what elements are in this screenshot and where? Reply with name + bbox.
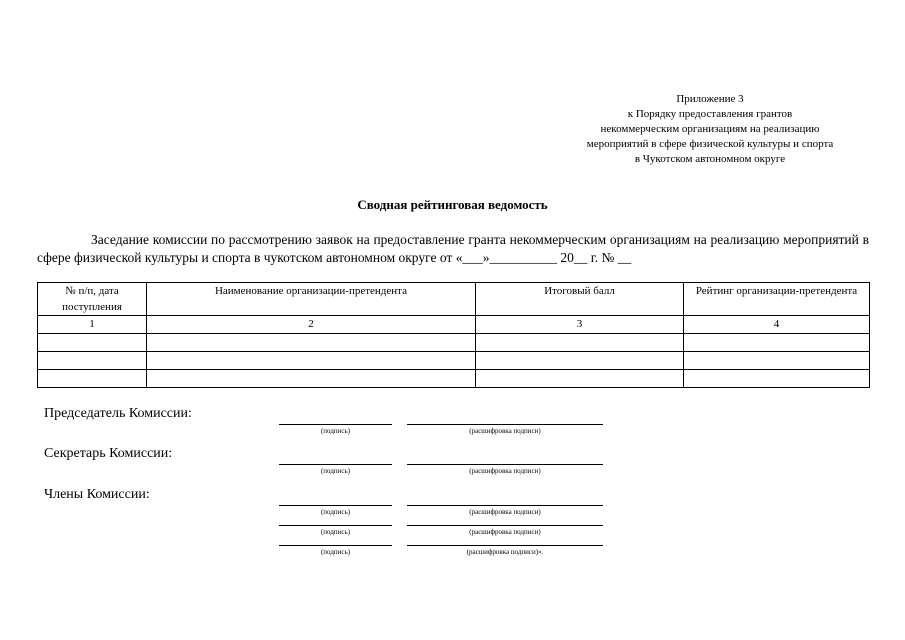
appendix-line: некоммерческим организациям на реализацию: [600, 123, 820, 135]
table-row: [38, 334, 870, 352]
table-cell: [684, 352, 870, 370]
table-cell: [38, 352, 147, 370]
column-number: 2: [147, 316, 476, 334]
column-number: 1: [38, 316, 147, 334]
table-cell: [476, 370, 684, 388]
chairman-label: Председатель Комиссии:: [44, 406, 192, 421]
member-signature-line: [279, 505, 392, 506]
document-title: Сводная рейтинговая ведомость: [357, 197, 548, 212]
table-cell: [476, 334, 684, 352]
table-row: [38, 370, 870, 388]
member-decode-line: [407, 505, 603, 506]
decode-caption: (расшифровка подписи)».: [466, 548, 544, 556]
table-number-row: [38, 316, 870, 334]
intro-paragraph: Заседание комиссии по рассмотрению заявок на предоставление гранта некоммерческим организациям на реализацию мероприятий в сфере физической культуры и спорта в чукотском автономном округе от «___»__________ 20__ г. № __: [37, 232, 869, 265]
member-decode-line: [407, 525, 603, 526]
signature-caption: (подпись): [320, 467, 351, 475]
signature-caption: (подпись): [320, 548, 351, 556]
column-number: 4: [684, 316, 870, 334]
appendix-line: к Порядку предоставления грантов: [627, 108, 793, 120]
table-cell: [147, 334, 476, 352]
table-cell: [38, 370, 147, 388]
table-cell: [147, 352, 476, 370]
header-number-date: № п/п, дата поступления: [38, 283, 147, 316]
table-cell: [38, 334, 147, 352]
member-signature-line: [279, 545, 392, 546]
secretary-signature-line: [279, 464, 392, 465]
table-cell: [147, 370, 476, 388]
decode-caption: (расшифровка подписи): [469, 528, 541, 536]
decode-caption: (расшифровка подписи): [469, 427, 541, 435]
appendix-block: [560, 92, 860, 167]
signature-caption: (подпись): [320, 508, 351, 516]
appendix-line: Приложение 3: [676, 93, 744, 105]
secretary-label: Секретарь Комиссии:: [44, 446, 173, 461]
table-header-row: [38, 283, 870, 316]
member-decode-line: [407, 545, 603, 546]
members-label: Члены Комиссии:: [44, 487, 150, 502]
header-org-name: Наименование организации-претендента: [147, 283, 476, 316]
chairman-signature-line: [279, 424, 392, 425]
decode-caption: (расшифровка подписи): [469, 467, 541, 475]
header-total-score: Итоговый балл: [476, 283, 684, 316]
signature-caption: (подпись): [320, 427, 351, 435]
column-number: 3: [476, 316, 684, 334]
table-cell: [684, 370, 870, 388]
chairman-decode-line: [407, 424, 603, 425]
appendix-line: в Чукотском автономном округе: [634, 153, 786, 165]
rating-table: [37, 282, 870, 388]
table-cell: [684, 334, 870, 352]
member-signature-line: [279, 525, 392, 526]
table-cell: [476, 352, 684, 370]
header-rating: Рейтинг организации-претендента: [684, 283, 870, 316]
table-row: [38, 352, 870, 370]
decode-caption: (расшифровка подписи): [469, 508, 541, 516]
appendix-line: мероприятий в сфере физической культуры и спорта: [586, 138, 834, 150]
secretary-decode-line: [407, 464, 603, 465]
signature-caption: (подпись): [320, 528, 351, 536]
